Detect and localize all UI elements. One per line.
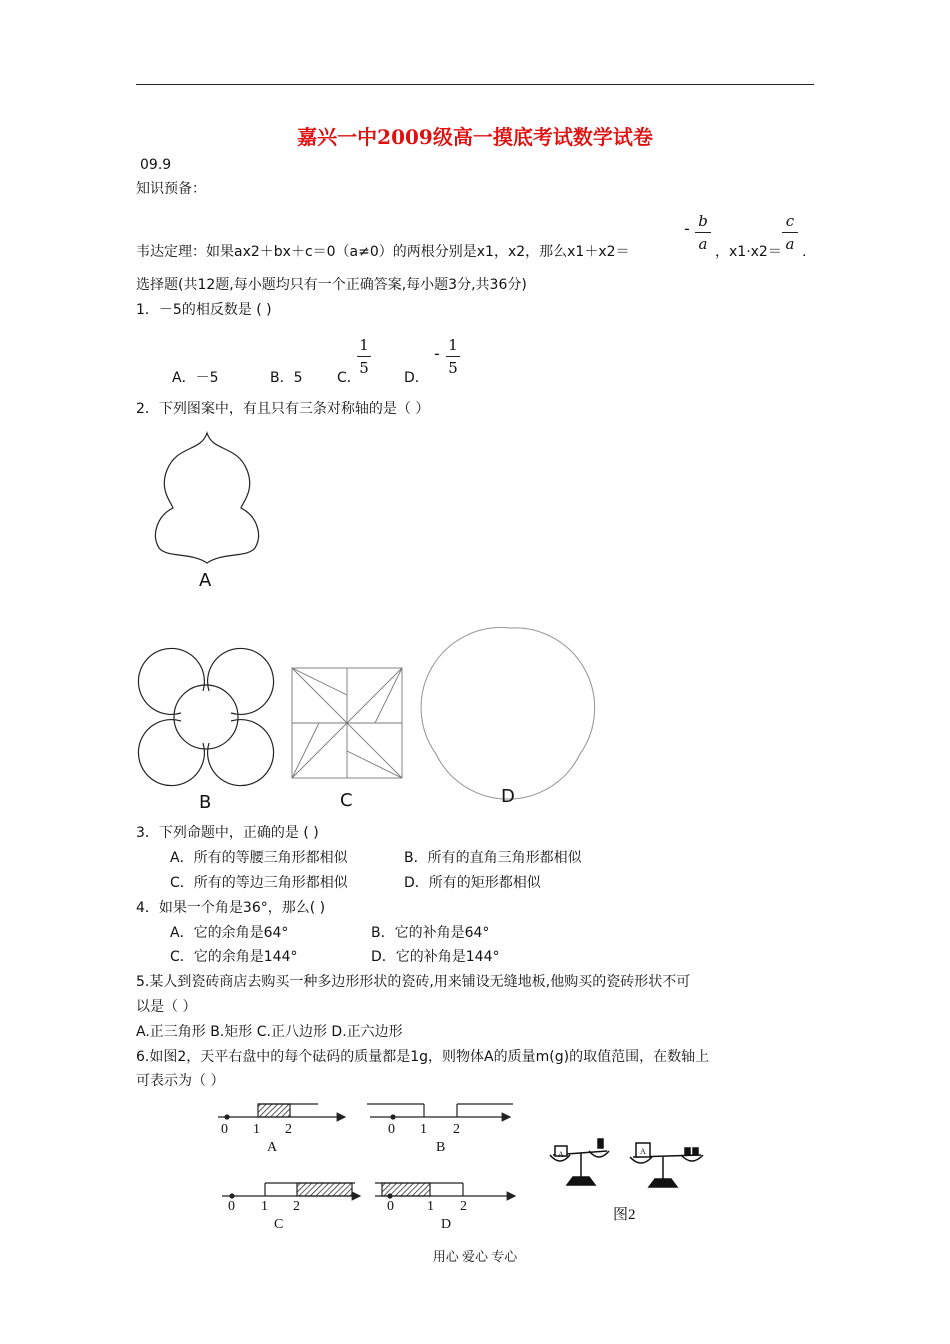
q3-stem: 3．下列命题中，正确的是 ( ) xyxy=(136,825,319,841)
fig-b-tick-2: 2 xyxy=(453,1122,460,1137)
fig-a-label: A xyxy=(267,1140,278,1155)
q3-option-d: D．所有的矩形都相似 xyxy=(404,875,541,891)
q4-option-c: C．它的余角是144° xyxy=(170,949,298,965)
fig-a-tick-0: 0 xyxy=(221,1122,228,1137)
balance-right-object-tag: A xyxy=(640,1147,646,1156)
q4-stem: 4．如果一个角是36°，那么( ) xyxy=(136,900,326,916)
vieta-text: 韦达定理：如果ax2＋bx＋c＝0（a≠0）的两根分别是x1，x2，那么x1＋x2＝ xyxy=(136,244,630,260)
q2-stem: 2．下列图案中，有且只有三条对称轴的是（ ） xyxy=(136,401,430,417)
q1-d-fraction: 1 5 xyxy=(446,336,460,377)
vieta-end: . xyxy=(802,244,807,260)
fraction-numerator: b xyxy=(698,212,708,230)
fraction-denominator: a xyxy=(698,235,708,253)
fig-d-tick-1: 1 xyxy=(427,1199,434,1214)
fig-d-label: D xyxy=(441,1217,452,1232)
q3-option-a: A．所有的等腰三角形都相似 xyxy=(170,850,348,866)
figure-c-label: C xyxy=(340,790,353,811)
fig-b-tick-1: 1 xyxy=(420,1122,427,1137)
figure-b-four-petal-shape xyxy=(138,648,274,786)
fig-c-tick-2: 2 xyxy=(293,1199,300,1214)
q6-line-1: 6.如图2，天平右盘中的每个砝码的质量都是1g，则物体A的质量m(g)的取值范围，在数轴上 xyxy=(136,1049,710,1065)
figure-b-label: B xyxy=(199,792,212,813)
figure-d-label: D xyxy=(501,786,515,807)
fig-d-tick-2: 2 xyxy=(460,1199,467,1214)
balance-left-object-tag: A xyxy=(558,1150,564,1159)
q4-option-b: B．它的补角是64° xyxy=(371,925,490,941)
vieta-mid-text: ，x1·x2＝ xyxy=(715,244,782,260)
figure-2-caption: 图2 xyxy=(613,1207,636,1223)
page-footer: 用心 爱心 专心 xyxy=(432,1249,518,1264)
q1-d-neg-sign: - xyxy=(434,344,440,363)
fig-c-tick-0: 0 xyxy=(228,1199,235,1214)
section-heading: 选择题(共12题,每小题均只有一个正确答案,每小题3分,共36分) xyxy=(136,277,527,293)
q6-line-2: 可表示为（ ） xyxy=(136,1073,225,1089)
fig-c-tick-1: 1 xyxy=(261,1199,268,1214)
fig-b-tick-0: 0 xyxy=(388,1122,395,1137)
fraction-denominator: a xyxy=(785,235,795,253)
fig-c-label: C xyxy=(274,1217,284,1232)
fig-b-label: B xyxy=(436,1140,446,1155)
exam-date: 09.9 xyxy=(140,157,172,173)
fig-d-tick-0: 0 xyxy=(387,1199,394,1214)
figure-c-pinwheel-shape xyxy=(291,667,403,779)
figure-d-triquetra-shape xyxy=(428,626,593,786)
q5-line-2: 以是（ ） xyxy=(136,999,197,1015)
header-rule xyxy=(136,84,814,85)
q3-option-b: B．所有的直角三角形都相似 xyxy=(404,850,582,866)
q1-option-d: D． xyxy=(404,370,429,386)
q4-option-d: D．它的补角是144° xyxy=(371,949,500,965)
fig-a-tick-1: 1 xyxy=(253,1122,260,1137)
q3-option-c: C．所有的等边三角形都相似 xyxy=(170,875,348,891)
balance-scales-illustration xyxy=(545,1133,710,1195)
vieta-fraction-b-over-a xyxy=(695,212,711,253)
q1-option-c: C． xyxy=(337,370,361,386)
figure-a-label: A xyxy=(199,570,212,591)
q4-option-a: A．它的余角是64° xyxy=(170,925,289,941)
q1-option-a: A．－5 xyxy=(172,370,219,386)
fig-a-tick-2: 2 xyxy=(285,1122,292,1137)
vieta-neg-sign: - xyxy=(684,219,690,238)
vieta-fraction-c-over-a xyxy=(782,212,798,253)
page-title: 嘉兴一中2009级高一摸底考试数学试卷 xyxy=(297,125,653,149)
q5-line-1: 5.某人到瓷砖商店去购买一种多边形形状的瓷砖,用来铺设无缝地板,他购买的瓷砖形状不可 xyxy=(136,974,691,990)
figure-a-gourd-shape xyxy=(145,430,270,565)
fraction-numerator: c xyxy=(785,212,795,230)
q5-options: A.正三角形 B.矩形 C.正八边形 D.正六边形 xyxy=(136,1024,403,1040)
q1-option-b: B．5 xyxy=(270,370,303,386)
q1-stem: 1．－5的相反数是 ( ) xyxy=(136,302,272,318)
q1-c-fraction: 1 5 xyxy=(357,336,371,377)
knowledge-heading: 知识预备： xyxy=(136,181,206,197)
